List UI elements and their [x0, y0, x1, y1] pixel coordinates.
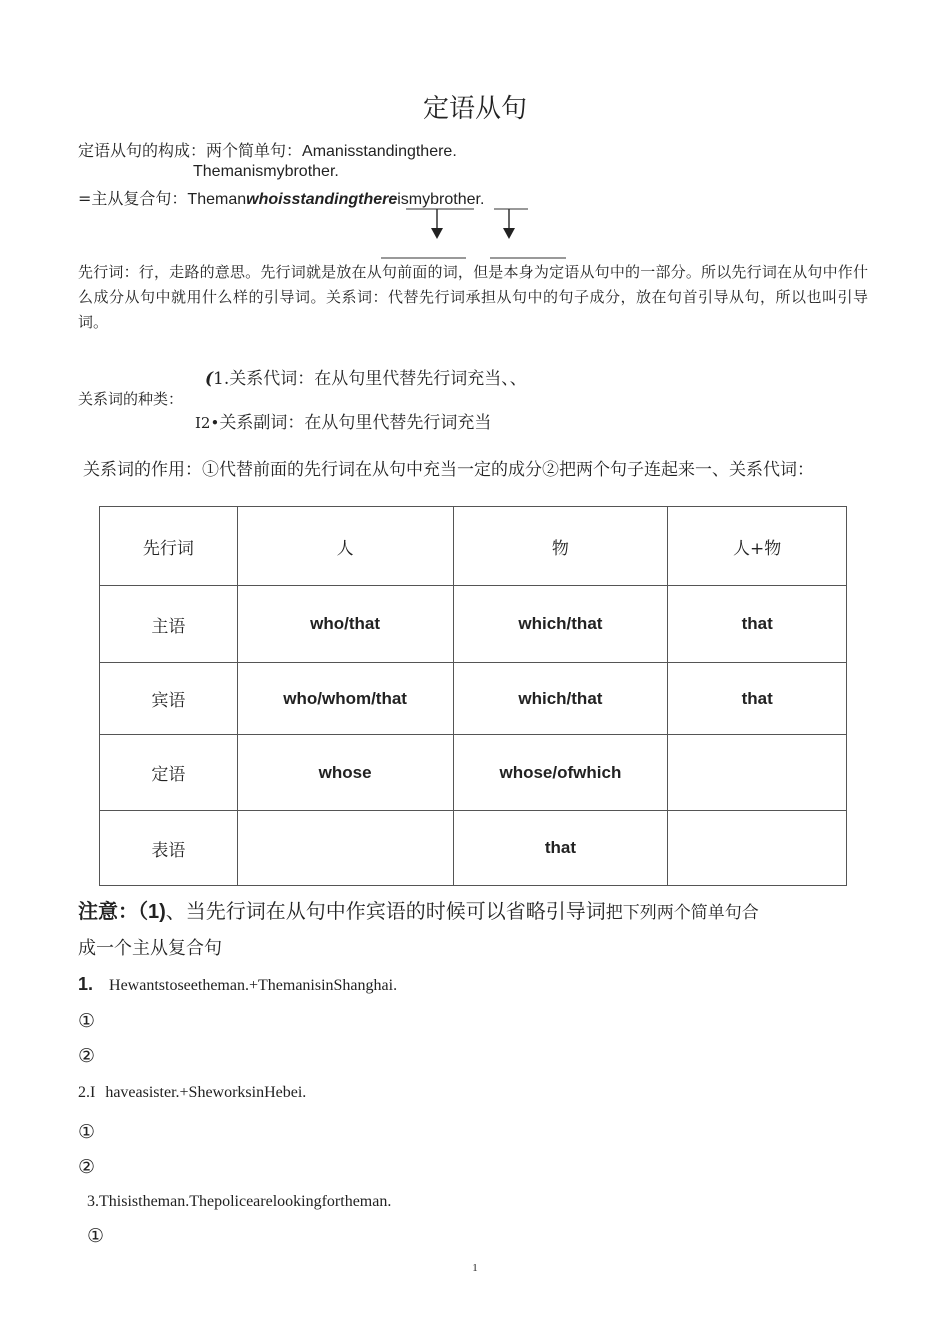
relative-types-label: 关系词的种类： [78, 390, 184, 408]
answer-mark: ② [78, 1156, 96, 1178]
complex-pre: Theman [187, 191, 247, 208]
relative-role-paragraph: 关系词的作用：①代替前面的先行词在从句中充当一定的成分②把两个句子连起来一、关系代词： [83, 460, 814, 480]
note-instruction-line2: 成一个主从复合句 [78, 938, 222, 959]
table-header-row [100, 507, 847, 586]
composition-label: 定语从句的构成：两个简单句： [78, 141, 303, 160]
page-title: 定语从句 [422, 94, 527, 124]
complex-label: =主从复合句： [78, 189, 188, 208]
exercise-2 [78, 1084, 306, 1102]
exercise-number: 1. [78, 974, 94, 994]
row-role: 宾语 [100, 663, 238, 735]
arrow-down-icon [431, 228, 443, 239]
item2-mark: I2• [195, 414, 220, 432]
exercise-text: Hewantstoseetheman.+ThemanisinShanghai. [109, 977, 398, 994]
cell-person: who/whom/that [237, 663, 453, 735]
cell-both [668, 735, 847, 811]
relative-pronoun-line: 1.关系代词：在从句里代替先行词充当、、 [213, 369, 527, 389]
table-row [100, 663, 847, 735]
cell-thing: which/that [453, 586, 668, 663]
cell-both: that [668, 663, 847, 735]
relative-type-2 [195, 408, 491, 433]
composition-line [78, 138, 457, 161]
cell-both [668, 811, 847, 886]
table-row [100, 735, 847, 811]
cell-thing: which/that [453, 663, 668, 735]
simple-sentence-2: Themanismybrother. [193, 163, 339, 180]
note-line [78, 895, 759, 924]
row-role: 表语 [100, 811, 238, 886]
header-thing: 物 [453, 507, 668, 586]
note-instruction: 把下列两个简单句合 [605, 903, 759, 923]
exercise-number: 2.I [78, 1084, 96, 1101]
relative-adverb-line: 关系副词：在从句里代替先行词充当 [219, 413, 492, 433]
cell-person: whose [237, 735, 453, 811]
relative-pronoun-table [99, 506, 847, 886]
cell-person: who/that [237, 586, 453, 663]
simple-sentence-1: Amanisstandingthere. [302, 143, 457, 160]
row-role: 主语 [100, 586, 238, 663]
table-row [100, 586, 847, 663]
relative-type-1 [205, 364, 527, 389]
answer-mark: ① [87, 1225, 105, 1247]
antecedent-paragraph: 先行词：行，走路的意思。先行词就是放在从句前面的词，但是本身为定语从句中的一部分。所以先行词在从句中作什么成分从句中就用什么样的引导词。关系词：代替先行词承担从句中的句子成分，放在句首引导从句，所以也叫引导词。 [78, 263, 868, 331]
table-row [100, 811, 847, 886]
header-person-thing: 人+物 [668, 507, 847, 586]
arrow-down-icon [503, 228, 515, 239]
note-label: 注意： [78, 899, 138, 923]
exercise-3: 3.Thisistheman.Thepolicearelookingfortheman. [87, 1193, 392, 1210]
complex-post: ismybrother. [397, 191, 485, 208]
row-role: 定语 [100, 735, 238, 811]
cell-thing: that [453, 811, 668, 886]
exercise-1 [78, 974, 397, 995]
header-person: 人 [237, 507, 453, 586]
cell-thing: whose/ofwhich [453, 735, 668, 811]
cell-both: that [668, 586, 847, 663]
complex-clause: whoisstandingthere [246, 191, 398, 208]
note-text: 、当先行词在从句中作宾语的时候可以省略引导词 [165, 899, 606, 923]
page-number: 1 [472, 1262, 478, 1274]
brace-mark: ( [205, 369, 214, 389]
answer-mark: ② [78, 1045, 96, 1067]
exercise-text: haveasister.+SheworksinHebei. [105, 1084, 307, 1101]
clause-arrows-diagram [370, 200, 570, 262]
header-antecedent: 先行词 [100, 507, 238, 586]
answer-mark: ① [78, 1010, 96, 1032]
cell-person [237, 811, 453, 886]
note-number: （1) [138, 901, 166, 923]
answer-mark: ① [78, 1121, 96, 1143]
